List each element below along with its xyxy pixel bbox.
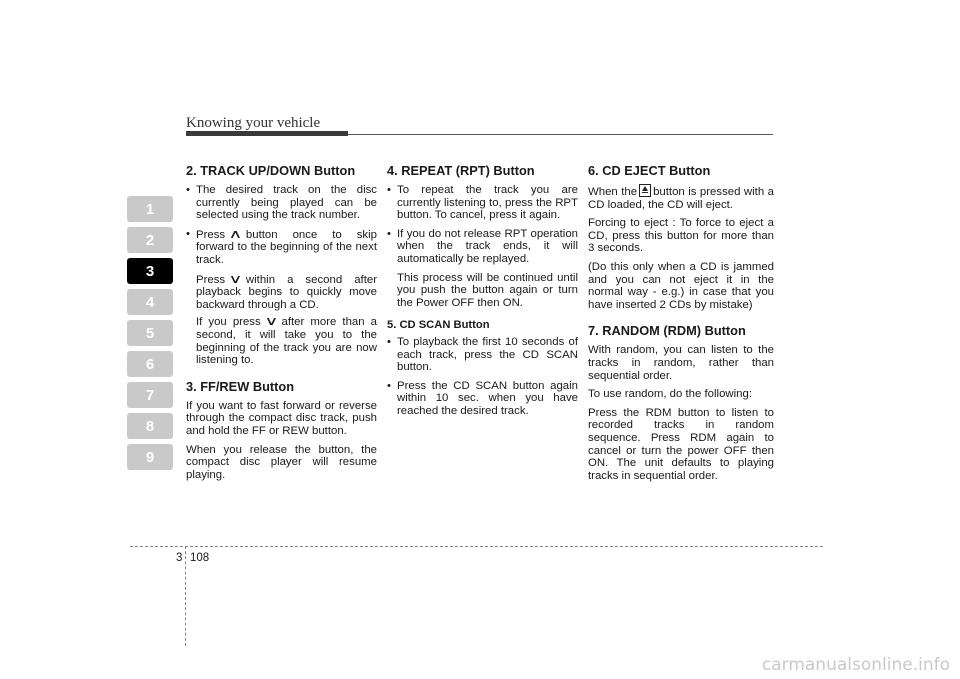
chapter-tab-9[interactable]: 9 [127,444,173,470]
track-down-icon: ∨ [228,271,243,286]
ff-heading: 3. FF/REW Button [186,378,295,394]
eject-heading: 6. CD EJECT Button [588,163,711,178]
rdm-para-1: With random, you can listen to the tracks in random, rather than sequential order. [588,344,774,382]
eject-icon [639,184,651,197]
scan-bullet-2: • Press the CD SCAN button again within 10 sec. when you have reached the desired track. [387,380,578,418]
eject-para-3: (Do this only when a CD is jammed and you can not eject it in the normal way - e.g.) in case that you have inserted 2 CDs by mistake) [588,260,774,311]
header-title: Knowing your vehicle [186,115,321,131]
eject-para-1 [588,184,774,211]
scan-heading: 5. CD SCAN Button [387,319,490,332]
scan-bullet-1: • To playback the first 10 seconds of each track, press the CD SCAN button. [387,336,578,374]
eject-p1-post: button is pressed with a CD loaded, the CD will eject. [588,186,774,211]
rdm-para-2: To use random, do the following: [588,388,752,401]
track-bullet-2 [186,228,377,267]
track-heading: 2. TRACK UP/DOWN Button [186,163,356,178]
rdm-heading: 7. RANDOM (RDM) Button [588,323,746,339]
rpt-list [387,184,578,266]
chapter-tab-6[interactable]: 6 [127,351,173,377]
footer-rule [130,546,823,547]
column-2 [387,163,578,424]
footer-page-number: 108 [190,552,210,564]
footer-chapter: 3 [176,552,183,564]
track-c2-post: after more than a second, it will take you to the beginning of the track you are now listening to. [196,316,377,367]
chapter-tab-3[interactable]: 3 [127,258,173,284]
ff-para-1: If you want to fast forward or reverse through the compact disc track, push and hold the FF or REW button. [186,399,377,437]
rpt-cont-1: This process will be continued until you push the button again or turn the Power OFF then ON. [397,271,578,309]
track-cont-1 [186,273,377,312]
header-rule-thin [348,134,773,135]
track-b2-post: button once to skip forward to the beginning of the next track. [196,228,377,266]
header-rule-thick [186,131,348,136]
scan-list [387,336,578,418]
rpt-heading: 4. REPEAT (RPT) Button [387,163,535,178]
eject-p1-pre: When the [588,186,638,198]
chapter-tab-2[interactable]: 2 [127,227,173,253]
rdm-para-3: Press the RDM button to listen to recorded tracks in random sequence. Press RDM again to cancel or turn the power OFF then ON. The unit defaults to playing tracks in sequential order. [588,406,774,482]
chapter-tabs [127,196,173,475]
track-c1-pre: Press [196,273,226,286]
chapter-tab-8[interactable]: 8 [127,413,173,439]
column-1 [186,163,377,487]
track-up-icon: ∧ [228,226,243,241]
track-c2-pre: If you press [196,316,261,329]
chapter-tab-4[interactable]: 4 [127,289,173,315]
chapter-tab-7[interactable]: 7 [127,382,173,408]
eject-para-2: Forcing to eject : To force to eject a CD, press this button for more than 3 seconds. [588,217,774,255]
rpt-bullet-2: • If you do not release RPT operation when the track ends, it will automatically be replayed. [387,228,578,266]
rpt-bullet-1: • To repeat the track you are currently listening to, press the RPT button. To cancel, press it again. [387,184,578,222]
track-cont-2 [186,315,377,366]
track-b2-pre: Press [196,228,226,241]
footer-vertical-rule [185,546,186,646]
track-c1-post: within a second after playback begins to quickly move backward through a CD. [196,273,377,311]
ff-para-2: When you release the button, the compact disc player will resume playing. [186,443,377,481]
track-bullet-1: • The desired track on the disc currently being played can be selected using the track number. [186,184,377,222]
track-list [186,184,377,267]
chapter-tab-5[interactable]: 5 [127,320,173,346]
column-3 [588,163,774,488]
watermark: carmanualsonline.info [761,655,950,675]
chapter-tab-1[interactable]: 1 [127,196,173,222]
track-down-icon-2: ∨ [264,314,279,329]
